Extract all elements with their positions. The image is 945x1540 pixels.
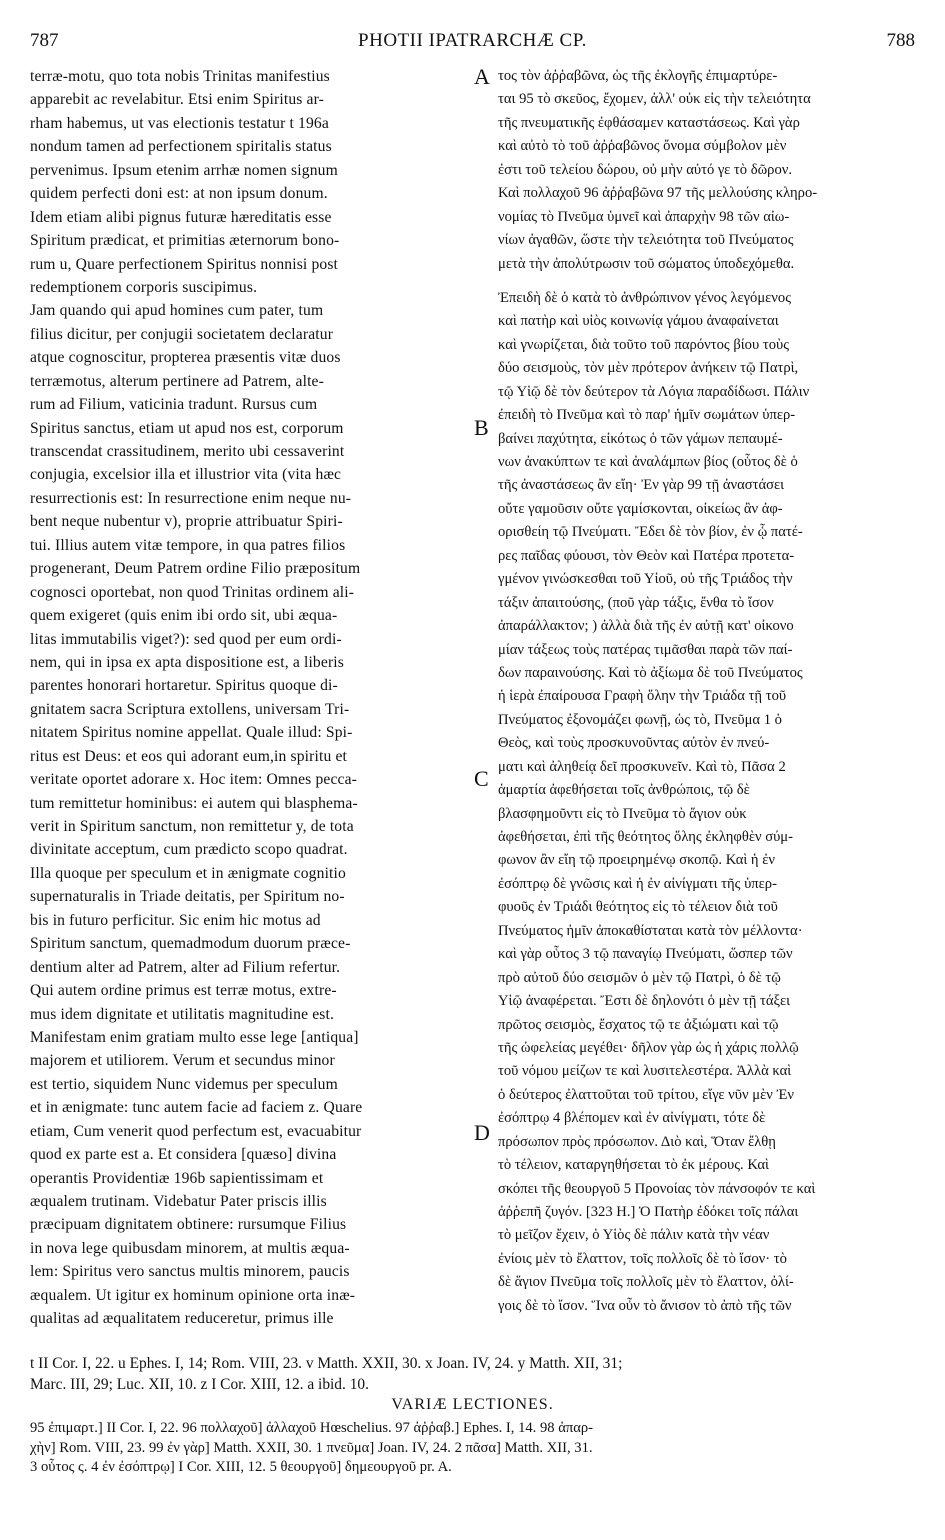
margin-marker-d: D — [474, 1120, 490, 1145]
latin-text-line: rum ad Filium, vaticinia tradunt. Rursus cum — [30, 396, 318, 414]
greek-text-line: ορισθείη τῷ Πνεύματι. Ἔδει δὲ τὸν βίον, ἐν ᾧ πατέ- — [498, 524, 803, 541]
latin-text-line: quod ex parte est a. Et considera [quæso] divina — [30, 1146, 337, 1164]
latin-text-line: mus idem dignitate et utilitatis magnitudine est. — [30, 1005, 335, 1023]
latin-text-line: pervenimus. Ipsum etenim arrhæ nomen signum — [30, 161, 338, 179]
latin-text-line: æqualem trutinam. Videbatur Pater priscis illis — [30, 1193, 327, 1210]
latin-text-line: parentes honorari hortaretur. Spiritus quoque di- — [30, 677, 338, 695]
greek-text-line: ἀπαράλλακτον; ) ἀλλὰ διὰ τῆς ἐν αὐτῇ κατ' οἰκονο — [498, 618, 794, 635]
greek-text-line: ἡ ἱερὰ ἐπαίρουσα Γραφὴ ὅλην τὴν Τριάδα τῇ τοῦ — [498, 688, 787, 705]
greek-text-line: ἐπειδὴ τὸ Πνεῦμα καὶ τὸ παρ' ἡμῖν σωμάτων ὑπερ- — [498, 407, 796, 424]
latin-text-line: progenerant, Deum Patrem ordine Filio præpositum — [30, 560, 361, 578]
latin-text-line: rum u, Quare perfectionem Spiritus nonnisi post — [30, 255, 339, 273]
greek-text-line: δὲ ἅγιον Πνεῦμα τοῖς πολλοῖς μὲν τὸ ἔλαττον, ὀλί- — [498, 1274, 794, 1291]
greek-text-line: τῷ Υἱῷ δὲ τὸν δεύτερον τὰ Λόγια παραδίδωσι. Πάλιν — [498, 383, 810, 400]
latin-text-line: bis in futuro perficitur. Sic enim hic motus ad — [30, 911, 321, 929]
latin-text-line: rham habemus, ut vas electionis testatur t 196a — [30, 114, 329, 132]
latin-text-line: redemptionem corporis suscipimus. — [30, 278, 258, 296]
greek-text-line: ἁμαρτία ἀφεθήσεται τοῖς ἀνθρώποις, τῷ δὲ — [498, 782, 750, 799]
greek-text-line: ρες παῖδας φύουσι, τὸν Θεὸν καὶ Πατέρα προτετα- — [498, 547, 795, 564]
latin-text-line: et in ænigmate: tunc autem facie ad faciem z. Quare — [30, 1099, 363, 1117]
greek-text-line: Καὶ πολλαχοῦ 96 ἀῤῥαβῶνα 97 τῆς μελλούσης κληρο- — [498, 185, 818, 202]
greek-column — [498, 65, 926, 1318]
latin-text-line: majorem et utiliorem. Verum et secundus minor — [30, 1052, 335, 1070]
latin-text-line: lem: Spiritus vero sanctus multis minorem, paucis — [30, 1263, 350, 1281]
greek-text-line: μετὰ τὴν ἀπολύτρωσιν τοῦ σώματος ὑποδεχόμεθα. — [498, 255, 795, 272]
greek-paragraph-1 — [498, 65, 926, 276]
latin-text-line: terræ-motu, quo tota nobis Trinitas manifestius — [30, 68, 330, 85]
latin-text-line: divinitate acceptum, cum prædicto scopo quadrat. — [30, 841, 348, 859]
latin-text-line: Spiritum prædicat, et primitias æternorum bono- — [30, 232, 340, 250]
greek-text-line: τάξιν ἀπαιτούσης, (ποῦ γὰρ τάξις, ἔνθα τὸ ἴσον — [498, 594, 774, 611]
variae-lectiones — [30, 1419, 920, 1478]
greek-text-line: νων ἀνακύπτων τε καὶ ἀναλάμπων βίος (οὗτος δὲ ὁ — [498, 454, 798, 470]
left-page-number: 787 — [30, 30, 59, 51]
greek-text-line: τος τὸν ἀῤῥαβῶνα, ὡς τῆς ἐκλογῆς ἐπιμαρτύρε- — [498, 68, 778, 84]
variae-lectiones-title: VARIÆ LECTIONES. — [391, 1396, 554, 1413]
latin-text-line: apparebit ac revelabitur. Etsi enim Spiritus ar- — [30, 91, 324, 109]
variant-line: χὴν] Rom. VIII, 23. 99 ἐν γὰρ] Matth. XXII, 30. 1 πνεῦμα] Joan. IV, 24. 2 πᾶσα] Matth. XII, 31. — [30, 1439, 593, 1456]
greek-text-line: νίων ἀγαθῶν, ὥστε τὴν τελειότητα τοῦ Πνεύματος — [498, 232, 794, 249]
greek-text-line: ἐστι τοῦ τελείου δώρου, οὐ μὴν αὐτό γε τὸ δῶρον. — [498, 161, 792, 178]
greek-text-line: δύο σεισμοὺς, τὸν μὲν πρότερον ἀνήκειν τῷ Πατρὶ, — [498, 360, 799, 377]
greek-text-line: τῆς πνευματικῆς ἐφθάσαμεν καταστάσεως. Καὶ γὰρ — [498, 114, 800, 131]
latin-text-line: nondum tamen ad perfectionem spiritalis status — [30, 138, 332, 156]
greek-text-line: τοῦ νόμου μείζων τε καὶ λυσιτελεστέρα. Ἀλλὰ καὶ — [498, 1063, 792, 1080]
greek-text-line: φωνον ἂν εἴη τῷ προειρημένῳ σκοπῷ. Καὶ ἡ ἐν — [498, 852, 775, 869]
greek-text-line: καὶ γὰρ οὗτος 3 τῷ παναγίῳ Πνεύματι, ὥσπερ τῶν — [498, 946, 793, 963]
greek-text-line: τῆς ἀναστάσεως ἂν εἴη· Ἐν γὰρ 99 τῇ ἀναστάσει — [498, 477, 785, 494]
latin-text-line: est tertio, siquidem Nunc videmus per speculum — [30, 1075, 338, 1093]
variant-line: 3 οὗτος ς. 4 ἐν ἐσόπτρῳ] I Cor. XIII, 12. 5 θεουργοῦ] δημεουργοῦ pr. A. — [30, 1459, 452, 1475]
greek-text-line: ἐσόπτρῳ 4 βλέπομεν καὶ ἐν αἰνίγματι, τότε δὲ — [498, 1110, 766, 1127]
latin-text-line: Manifestam enim gratiam multo esse lege [antiqua] — [30, 1028, 359, 1046]
greek-text-line: ται 95 τὸ σκεῦος, ἔχομεν, ἀλλ' οὐκ εἰς τὴν τελειότητα — [498, 91, 811, 108]
footnote-line: Marc. III, 29; Luc. XII, 10. z I Cor. XIII, 12. a ibid. 10. — [30, 1376, 369, 1393]
latin-text-line: qualitas ad æqualitatem reduceretur, primus ille — [30, 1310, 334, 1328]
greek-text-line: Πνεύματος ἡμῖν ἀποκαθίσταται κατὰ τὸν μέλλοντα· — [498, 922, 803, 939]
running-title: PHOTII IPATRARCHÆ CP. — [358, 30, 587, 51]
greek-text-line: τῆς ὠφελείας μεγέθει· δῆλον γὰρ ὡς ἡ χάρις πολλῷ — [498, 1039, 799, 1056]
greek-text-line: ἀφεθήσεται, ἐπὶ τῆς θεότητος ὅλης ἐκληφθὲν σύμ- — [498, 829, 793, 845]
margin-marker-b: B — [474, 415, 489, 440]
latin-text-line: Qui autem ordine primus est terræ motus, extre- — [30, 982, 337, 1000]
greek-text-line: ματι καὶ ἀληθείᾳ δεῖ προσκυνεῖν. Καὶ τὸ, Πᾶσα 2 — [498, 758, 786, 775]
latin-text-line: verit in Spiritum sanctum, non remittetur y, de tota — [30, 818, 354, 835]
latin-text-line: veritate oportet adorare x. Hoc item: Omnes pecca- — [30, 771, 358, 789]
latin-text-line: præcipuam dignitatem obtinere: rursumque Filius — [30, 1216, 347, 1234]
greek-text-line: τὸ μεῖζον ἔχειν, ὁ Υἱὸς δὲ πάλιν κατὰ τὴν νέαν — [498, 1227, 770, 1244]
greek-text-line: ἐνίοις μὲν τὸ ἔλαττον, τοῖς πολλοῖς δὲ τὸ ἴσον· τὸ — [498, 1250, 787, 1267]
latin-text-line: in nova lege quibusdam minorem, at multis æqua- — [30, 1239, 350, 1257]
latin-text-line: bent neque nubentur v), proprie attribuatur Spiri- — [30, 513, 343, 531]
greek-text-line: τὸ τέλειον, καταργηθήσεται τὸ ἐκ μέρους. Καὶ — [498, 1157, 769, 1174]
latin-text-line: Idem etiam alibi pignus futuræ hæreditatis esse — [30, 208, 332, 226]
greek-text-line: σκόπει τῆς θεουργοῦ 5 Προνοίας τὸν πάνσοφόν τε καὶ — [498, 1180, 816, 1197]
greek-text-line: ὁ δεύτερος ἐλαττοῦται τοῦ τρίτου, εἴγε νῦν μὲν Ἐν — [498, 1086, 794, 1103]
latin-text-line: dentium alter ad Patrem, alter ad Filium refertur. — [30, 958, 341, 976]
greek-text-line: νομίας τὸ Πνεῦμα ὑμνεῖ καὶ ἀπαρχὴν 98 τῶν αἰω- — [498, 208, 790, 225]
latin-text-line: filius dicitur, per conjugii societatem declaratur — [30, 325, 334, 343]
page-header — [30, 30, 915, 58]
latin-text-line: æqualem. Ut igitur ex hominum opinione orta inæ- — [30, 1286, 356, 1304]
latin-text-line: terræmotus, alterum pertinere ad Patrem, alte- — [30, 372, 324, 390]
latin-text-line: tum remittetur hominibus: ei autem qui blasphema- — [30, 794, 358, 812]
greek-text-line: γμένον γινώσκεσθαι τοῦ Υἱοῦ, οὐ τῆς Τριάδος τὴν — [498, 571, 793, 588]
greek-text-line: Πνεύματος ἐξονομάζει φωνῇ, ὡς τὸ, Πνεῦμα 1 ὁ — [498, 711, 782, 728]
latin-text-line: tui. Illius autem vitæ tempore, in qua patres filios — [30, 536, 346, 554]
latin-text-line: Spiritum sanctum, quemadmodum duorum præce- — [30, 935, 351, 953]
greek-paragraph-2 — [498, 287, 926, 1318]
latin-text-line: Spiritus sanctus, etiam ut apud nos est, corporum — [30, 419, 344, 437]
greek-text-line: Ἐπειδὴ δὲ ὁ κατὰ τὸ ἀνθρώπινον γένος λεγόμενος — [498, 289, 791, 306]
latin-text-line: nitatem Spiritus nomine appellat. Quale illud: Spi- — [30, 724, 353, 742]
footnote-line: t II Cor. I, 22. u Ephes. I, 14; Rom. VIII, 23. v Matth. XXII, 30. x Joan. IV, 24. y Matth. XII, 31; — [30, 1355, 623, 1372]
latin-text-line: quem exigeret (quis enim ibi ordo sit, ubi æqua- — [30, 607, 338, 625]
greek-text-line: πρόσωπον πρὸς πρόσωπον. Διὸ καὶ, Ὅταν ἔλθῃ — [498, 1133, 776, 1150]
latin-text-line: conjugia, excelsior illa et illustrior vita (vita hæc — [30, 466, 342, 484]
greek-text-line: βαίνει παχύτητα, εἰκότως ὁ τῶν γάμων πεπαυμέ- — [498, 430, 783, 447]
latin-text-line: litas immutabilis viget?): sed quod per eum ordi- — [30, 630, 342, 648]
greek-text-line: γοις δὲ τὸ ἴσον. Ἵνα οὖν τὸ ἄνισον τὸ ἀπὸ τῆς τῶν — [498, 1297, 792, 1314]
greek-text-line: καὶ αὐτὸ τὸ τοῦ ἀῤῥαβῶνος ὄνομα σύμβολον μὲν — [498, 138, 787, 155]
latin-text-line: Illa quoque per speculum et in ænigmate cognitio — [30, 864, 346, 882]
variant-line: 95 ἐπιμαρτ.] II Cor. I, 22. 96 πολλαχοῦ] ἀλλαχοῦ Hœschelius. 97 ἀῤῥαβ.] Ephes. I, 14. 98 ἀπαρ- — [30, 1420, 594, 1436]
greek-text-line: φυοῦς ἐν Τριάδι θεότητος εἰς τὸ τέλειον διὰ τοῦ — [498, 899, 778, 916]
greek-text-line: δων παραινούσης. Καὶ τὸ ἀξίωμα δὲ τοῦ Πνεύματος — [498, 664, 803, 681]
latin-text-line: atque cognoscitur, propterea præsentis vitæ duos — [30, 349, 341, 367]
right-page-number: 788 — [886, 30, 915, 51]
latin-text-line: gnitatem sacra Scriptura extollens, universam Tri- — [30, 700, 350, 718]
greek-text-line: καὶ γνωρίζεται, διὰ τοῦτο τοῦ παρόντος βίου τοὺς — [498, 336, 790, 353]
greek-text-line: πρῶτος σεισμὸς, ἔσχατος τῷ τε ἀξιώματι καὶ τῷ — [498, 1016, 779, 1033]
margin-marker-a: A — [474, 64, 490, 89]
latin-text-line: resurrectionis est: In resurrectione enim neque nu- — [30, 489, 352, 507]
greek-text-line: μίαν τάξεως τοὺς πατέρας τιμᾶσθαι παρὰ τῶν παί- — [498, 641, 793, 658]
greek-text-line: βλασφημοῦντι εἰς τὸ Πνεῦμα τὸ ἅγιον οὐκ — [498, 805, 747, 822]
latin-text-line: Jam quando qui apud homines cum pater, tum — [30, 302, 324, 320]
latin-column — [30, 65, 470, 1331]
latin-text-line: cognosci oportebat, non quod Trinitas ordinem ali- — [30, 583, 355, 601]
margin-marker-c: C — [474, 766, 489, 791]
latin-text-line: quidem perfecti doni est: at non ipsum donum. — [30, 185, 328, 203]
latin-text-line: operantis Providentiæ 196b sapientissimam et — [30, 1169, 324, 1187]
latin-text-line: ritus est Deus: et eos qui adorant eum,in spiritu et — [30, 747, 348, 765]
greek-text-line: Υἱῷ ἀναφέρεται. Ἔστι δὲ δηλονότι ὁ μὲν τῇ τάξει — [498, 993, 791, 1010]
greek-text-line: ἀῤῥεπῆ ζυγόν. [323 H.] Ὁ Πατὴρ ἐδόκει τοῖς πάλαι — [498, 1204, 799, 1220]
greek-text-line: Θεὸς, καὶ τοὺς προσκυνοῦντας αὐτὸν ἐν πνεύ- — [498, 735, 770, 752]
latin-text-line: etiam, Cum venerit quod perfectum est, evacuabitur — [30, 1122, 362, 1140]
greek-text-line: πρὸ αὐτοῦ δύο σεισμῶν ὁ μὲν τῷ Πατρὶ, ὁ δὲ τῷ — [498, 969, 781, 986]
latin-text-line: transcendat crassitudinem, merito ubi cessaverint — [30, 443, 345, 460]
greek-text-line: οὔτε γαμοῦσιν οὔτε γαμίσκονται, οἰκείως ἂν ἀφ- — [498, 500, 783, 517]
greek-text-line: καὶ πατὴρ καὶ υἱὸς κοινωνίᾳ γάμου ἀναφαίνεται — [498, 313, 779, 330]
latin-text-line: nem, qui in ipsa ex apta dispositione est, a liberis — [30, 653, 344, 671]
latin-text-line: supernaturalis in Triade deitatis, per Spiritum no- — [30, 888, 345, 906]
greek-text-line: ἐσόπτρῳ δὲ γνῶσις καὶ ἡ ἐν αἰνίγματι τῆς ὑπερ- — [498, 875, 777, 892]
